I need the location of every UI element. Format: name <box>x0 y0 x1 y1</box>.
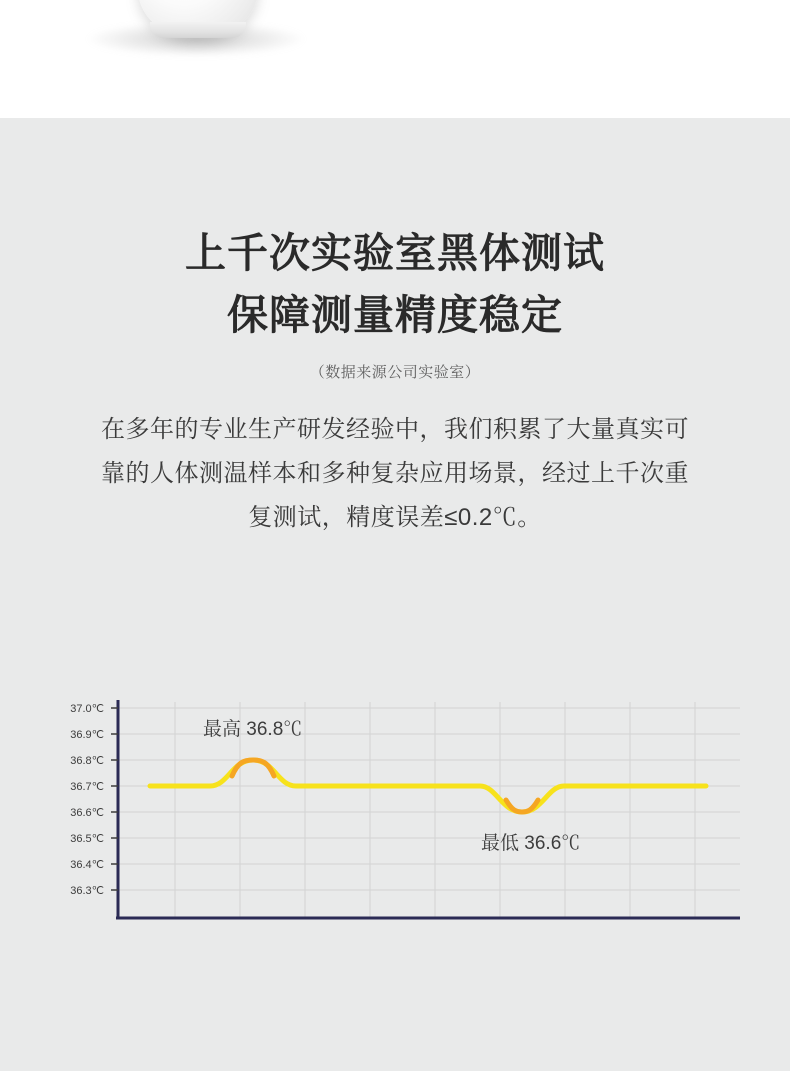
y-tick-label-6: 36.4℃ <box>70 859 104 871</box>
headline-line-2: 保障测量精度稳定 <box>227 292 563 339</box>
max-annotation: 最高 36.8℃ <box>203 719 303 740</box>
y-tick-label-5: 36.5℃ <box>70 833 104 845</box>
y-tick-label-7: 36.3℃ <box>70 885 104 897</box>
min-annotation: 最低 36.6℃ <box>481 833 581 854</box>
y-tick-label-3: 36.7℃ <box>70 781 104 793</box>
y-tick-label-2: 36.8℃ <box>70 755 104 767</box>
source-note: （数据来源公司实验室） <box>309 363 481 381</box>
product-bulb-base <box>150 22 246 38</box>
y-tick-label-0: 37.0℃ <box>70 703 104 715</box>
content-panel <box>0 118 790 1071</box>
chart-series-dip-highlight <box>506 800 538 812</box>
page-title <box>0 118 790 347</box>
chart-series-peak-highlight <box>232 760 274 776</box>
headline-line-1: 上千次实验室黑体测试 <box>185 230 605 276</box>
body-copy: 在多年的专业生产研发经验中，我们积累了大量真实可靠的人体测温样本和多种复杂应用场景，经过上千次重复测试，精度误差≤0.2℃。 <box>101 415 689 532</box>
product-photo-band <box>0 0 790 118</box>
temperature-chart <box>0 680 790 940</box>
y-tick-label-1: 36.9℃ <box>70 729 104 741</box>
y-tick-label-4: 36.6℃ <box>70 807 104 819</box>
